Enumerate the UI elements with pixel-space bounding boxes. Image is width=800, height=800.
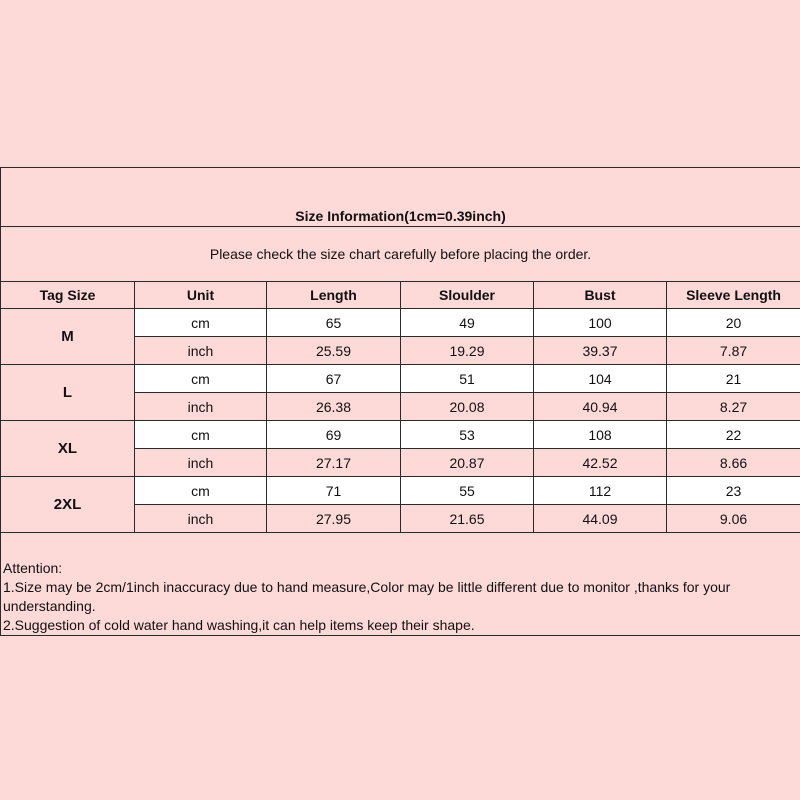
unit-cell: cm bbox=[135, 421, 267, 449]
header-row bbox=[1, 282, 800, 309]
header-length: Length bbox=[267, 282, 401, 309]
header-bust: Bust bbox=[534, 282, 667, 309]
size-chart-notice: Please check the size chart carefully before placing the order. bbox=[1, 227, 800, 282]
bust-cell: 100 bbox=[534, 309, 667, 337]
bust-cell: 44.09 bbox=[534, 505, 667, 533]
shoulder-cell: 20.87 bbox=[401, 449, 534, 477]
tag-size-cell: M bbox=[1, 309, 135, 365]
sleeve-cell: 7.87 bbox=[667, 337, 800, 365]
length-cell: 27.95 bbox=[267, 505, 401, 533]
unit-cell: inch bbox=[135, 505, 267, 533]
header-shoulder: Sloulder bbox=[401, 282, 534, 309]
attention-notes bbox=[1, 533, 800, 636]
length-cell: 65 bbox=[267, 309, 401, 337]
shoulder-cell: 19.29 bbox=[401, 337, 534, 365]
bust-cell: 104 bbox=[534, 365, 667, 393]
shoulder-cell: 55 bbox=[401, 477, 534, 505]
tag-size-cell: XL bbox=[1, 421, 135, 477]
sleeve-cell: 8.27 bbox=[667, 393, 800, 421]
shoulder-cell: 53 bbox=[401, 421, 534, 449]
table-row bbox=[1, 309, 800, 337]
shoulder-cell: 20.08 bbox=[401, 393, 534, 421]
size-chart bbox=[0, 167, 800, 633]
shoulder-cell: 21.65 bbox=[401, 505, 534, 533]
bust-cell: 42.52 bbox=[534, 449, 667, 477]
sleeve-cell: 22 bbox=[667, 421, 800, 449]
shoulder-cell: 51 bbox=[401, 365, 534, 393]
unit-cell: inch bbox=[135, 393, 267, 421]
attention-heading: Attention: bbox=[3, 560, 63, 576]
size-table bbox=[0, 167, 800, 636]
table-row bbox=[1, 421, 800, 449]
tag-size-cell: 2XL bbox=[1, 477, 135, 533]
unit-cell: cm bbox=[135, 477, 267, 505]
header-sleeve-length: Sleeve Length bbox=[667, 282, 800, 309]
sleeve-cell: 23 bbox=[667, 477, 800, 505]
bust-cell: 108 bbox=[534, 421, 667, 449]
length-cell: 25.59 bbox=[267, 337, 401, 365]
sleeve-cell: 21 bbox=[667, 365, 800, 393]
sleeve-cell: 8.66 bbox=[667, 449, 800, 477]
length-cell: 71 bbox=[267, 477, 401, 505]
tag-size-cell: L bbox=[1, 365, 135, 421]
sleeve-cell: 20 bbox=[667, 309, 800, 337]
sleeve-cell: 9.06 bbox=[667, 505, 800, 533]
bust-cell: 40.94 bbox=[534, 393, 667, 421]
header-unit: Unit bbox=[135, 282, 267, 309]
shoulder-cell: 49 bbox=[401, 309, 534, 337]
unit-cell: cm bbox=[135, 309, 267, 337]
length-cell: 26.38 bbox=[267, 393, 401, 421]
bust-cell: 112 bbox=[534, 477, 667, 505]
bust-cell: 39.37 bbox=[534, 337, 667, 365]
length-cell: 69 bbox=[267, 421, 401, 449]
attention-line-1: 1.Size may be 2cm/1inch inaccuracy due to hand measure,Color may be little different due to monitor ,thanks for your understanding. bbox=[3, 579, 731, 614]
unit-cell: inch bbox=[135, 449, 267, 477]
attention-line-2: 2.Suggestion of cold water hand washing,it can help items keep their shape. bbox=[3, 617, 475, 633]
length-cell: 67 bbox=[267, 365, 401, 393]
table-row bbox=[1, 477, 800, 505]
unit-cell: inch bbox=[135, 337, 267, 365]
size-info-title: Size Information(1cm=0.39inch) bbox=[1, 168, 800, 227]
unit-cell: cm bbox=[135, 365, 267, 393]
length-cell: 27.17 bbox=[267, 449, 401, 477]
table-row bbox=[1, 365, 800, 393]
header-tag-size: Tag Size bbox=[1, 282, 135, 309]
